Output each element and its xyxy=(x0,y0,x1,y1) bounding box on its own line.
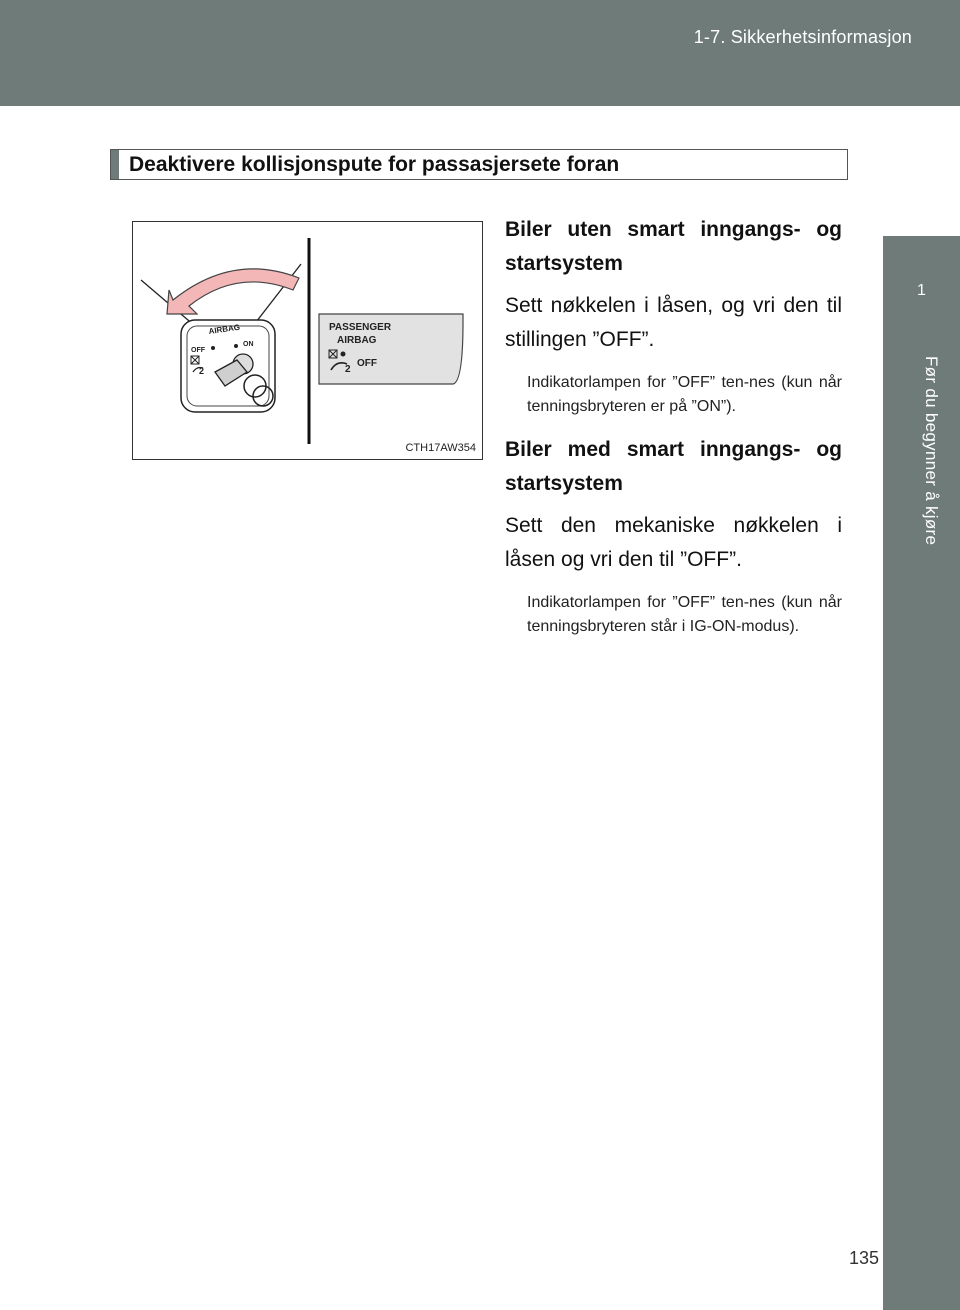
indicator-passenger-text: PASSENGER xyxy=(329,322,392,333)
section-heading xyxy=(110,149,848,180)
section-title: 1-7. Sikkerhetsinformasjon xyxy=(693,27,912,47)
heading-accent-bar xyxy=(111,150,119,179)
section-heading-text: Deaktivere kollisjonspute for passasjersete foran xyxy=(129,153,620,176)
chapter-side-tab xyxy=(883,106,960,1310)
subheading-with-smart-entry: Biler med smart inngangs- og startsystem xyxy=(505,438,842,495)
airbag-switch-illustration xyxy=(132,221,483,460)
subheading-without-smart-entry: Biler uten smart inngangs- og startsystem xyxy=(505,218,842,275)
switch-off-text: OFF xyxy=(191,347,205,354)
small-icon-number: 2 xyxy=(199,366,205,376)
instruction-paragraph-2: Sett den mekaniske nøkkelen i låsen og vri den til ”OFF”. xyxy=(505,514,842,571)
note-paragraph-2: Indikatorlampen for ”OFF” ten-nes (kun når tenningsbryteren står i IG-ON-modus). xyxy=(527,594,842,635)
content-column xyxy=(505,213,842,653)
figure-code: CTH17AW354 xyxy=(405,442,476,454)
indicator-off-text: OFF xyxy=(357,358,377,369)
note-paragraph-1: Indikatorlampen for ”OFF” ten-nes (kun når tenningsbryteren er på ”ON”). xyxy=(527,374,842,415)
illustration-svg xyxy=(133,222,481,458)
on-dot xyxy=(234,344,238,348)
page-number: 135 xyxy=(849,1248,880,1268)
off-dot xyxy=(211,346,215,350)
instruction-paragraph-1: Sett nøkkelen i låsen, og vri den til stillingen ”OFF”. xyxy=(505,294,842,351)
chapter-label: Før du begynner å kjøre xyxy=(922,356,941,546)
indicator-airbag-text: AIRBAG xyxy=(337,335,377,346)
switch-on-text: ON xyxy=(243,341,254,348)
indicator-icon-number: 2 xyxy=(345,364,351,375)
page-header xyxy=(0,0,960,106)
switch-airbag-text: AIRBAG xyxy=(208,322,241,336)
chapter-number: 1 xyxy=(917,282,926,299)
